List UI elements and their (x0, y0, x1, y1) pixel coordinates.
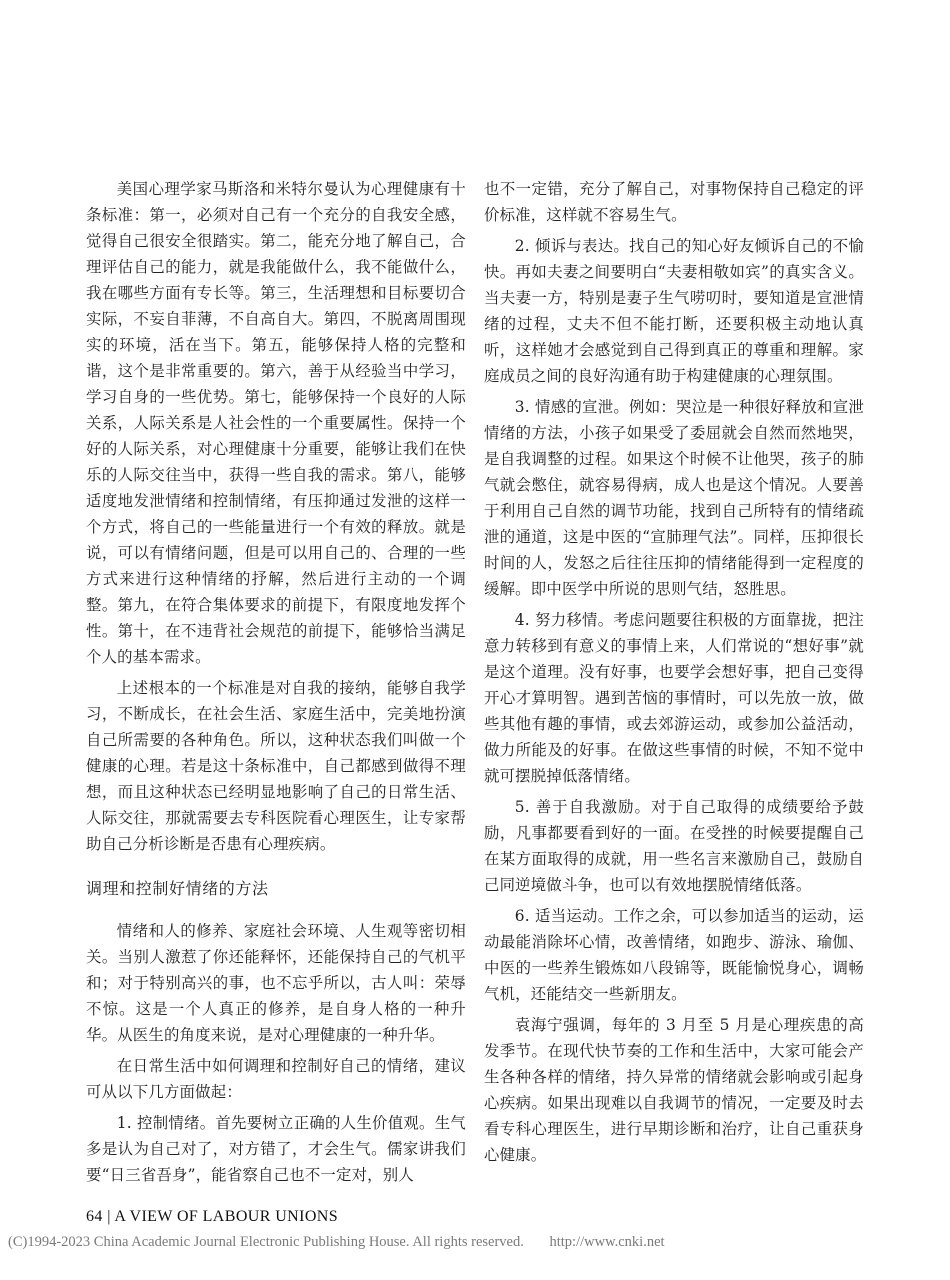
body-paragraph-continued: 也不一定错，充分了解自己，对事物保持自己稳定的评价标准，这样就不容易生气。 (484, 180, 864, 224)
body-paragraph: 袁海宁强调，每年的 3 月至 5 月是心理疾患的高发季节。在现代快节奏的工作和生活中，大家可能会产生各种各样的情绪，持久异常的情绪就会影响或引起身心疾病。如果出现难以自我调节的情况，一定要及时去看专科心理医生，进行早期诊断和治疗，让自己重获身心健康。 (484, 1016, 864, 1164)
body-paragraph: 5. 善于自我激励。对于自己取得的成绩要给予鼓励，凡事都要看到好的一面。在受挫的时候要提醒自己在某方面取得的成就，用一些名言来激励自己，鼓励自己同逆境做斗争，也可以有效地摆脱情绪低落。 (484, 798, 864, 894)
body-paragraph: 6. 适当运动。工作之余，可以参加适当的运动，运动最能消除坏心情，改善情绪，如跑步、游泳、瑜伽、中医的一些养生锻炼如八段锦等，既能愉悦身心，调畅气机，还能结交一些新朋友。 (484, 907, 864, 1003)
body-paragraph: 在日常生活中如何调理和控制好自己的情绪，建议可从以下几方面做起： (86, 1057, 466, 1101)
copyright-notice: (C)1994-2023 China Academic Journal Electronic Publishing House. All rights reserved. (8, 1234, 524, 1250)
body-paragraph: 美国心理学家马斯洛和米特尔曼认为心理健康有十条标准：第一，必须对自己有一个充分的自我安全感，觉得自己很安全很踏实。第二，能充分地了解自己，合理评估自己的能力，就是我能做什么，我不能做什么，我在哪些方面有专长等。第三，生活理想和目标要切合实际，不妄自菲薄，不自高自大。第四，不脱离周围现实的环境，活在当下。第五，能够保持人格的完整和谐，这个是非常重要的。第六，善于从经验当中学习，学习自身的一些优势。第七，能够保持一个良好的人际关系，人际关系是人社会性的一个重要属性。保持一个好的人际关系，对心理健康十分重要，能够让我们在快乐的人际交往当中，获得一些自我的需求。第八，能够适度地发泄情绪和控制情绪，有压抑通过发泄的这样一个方式，将自己的一些能量进行一个有效的释放。就是说，可以有情绪问题，但是可以用自己的、合理的一些方式来进行这种情绪的抒解，然后进行主动的一个调整。第九，在符合集体要求的前提下，有限度地发挥个性。第十，在不违背社会规范的前提下，能够恰当满足个人的基本需求。 (86, 180, 466, 666)
right-column (484, 176, 864, 1168)
copyright-line (8, 1234, 938, 1251)
left-column (86, 176, 466, 1188)
body-paragraph: 上述根本的一个标准是对自我的接纳，能够自我学习，不断成长，在社会生活、家庭生活中，完美地扮演自己所需要的各种角色。所以，这种状态我们叫做一个健康的心理。若是这十条标准中，自己都感到做得不理想，而且这种状态已经明显地影响了自己的日常生活、人际交往，那就需要去专科医院看心理医生，让专家帮助自己分析诊断是否患有心理疾病。 (86, 679, 466, 853)
page-number-label: 64 | A VIEW OF LABOUR UNIONS (86, 1208, 339, 1225)
section-heading: 调理和控制好情绪的方法 (86, 879, 269, 898)
page-footer (86, 1208, 338, 1226)
body-paragraph: 2. 倾诉与表达。找自己的知心好友倾诉自己的不愉快。再如夫妻之间要明白“夫妻相敬如宾”的真实含义。当夫妻一方，特别是妻子生气唠叨时，要知道是宣泄情绪的过程，丈夫不但不能打断，还要积极主动地认真听，这样她才会感觉到自己得到真正的尊重和理解。家庭成员之间的良好沟通有助于构建健康的心理氛围。 (484, 237, 864, 385)
body-paragraph: 4. 努力移情。考虑问题要往积极的方面靠拢，把注意力转移到有意义的事情上来，人们常说的“想好事”就是这个道理。没有好事，也要学会想好事，把自己变得开心才算明智。遇到苦恼的事情时，可以先放一放，做些其他有趣的事情，或去郊游运动，或参加公益活动，做力所能及的好事。在做这些事情的时候，不知不觉中就可摆脱掉低落情绪。 (484, 611, 864, 785)
source-url[interactable]: http://www.cnki.net (549, 1234, 665, 1250)
body-paragraph: 1. 控制情绪。首先要树立正确的人生价值观。生气多是认为自己对了，对方错了，才会生气。儒家讲我们要“日三省吾身”，能省察自己也不一定对，别人 (86, 1114, 466, 1184)
body-paragraph: 情绪和人的修养、家庭社会环境、人生观等密切相关。当别人激惹了你还能释怀，还能保持自己的气机平和；对于特别高兴的事，也不忘乎所以，古人叫：荣辱不惊。这是一个人真正的修养，是自身人格的一种升华。从医生的角度来说，是对心理健康的一种升华。 (86, 922, 466, 1044)
body-paragraph: 3. 情感的宣泄。例如：哭泣是一种很好释放和宣泄情绪的方法，小孩子如果受了委屈就会自然而然地哭，是自我调整的过程。如果这个时候不让他哭，孩子的肺气就会憋住，就容易得病，成人也是这个情况。人要善于利用自己自然的调节功能，找到自己所特有的情绪疏泄的通道，这是中医的“宣肺理气法”。同样，压抑很长时间的人，发怒之后往往压抑的情绪能得到一定程度的缓解。即中医学中所说的思则气结，怒胜思。 (484, 398, 864, 598)
